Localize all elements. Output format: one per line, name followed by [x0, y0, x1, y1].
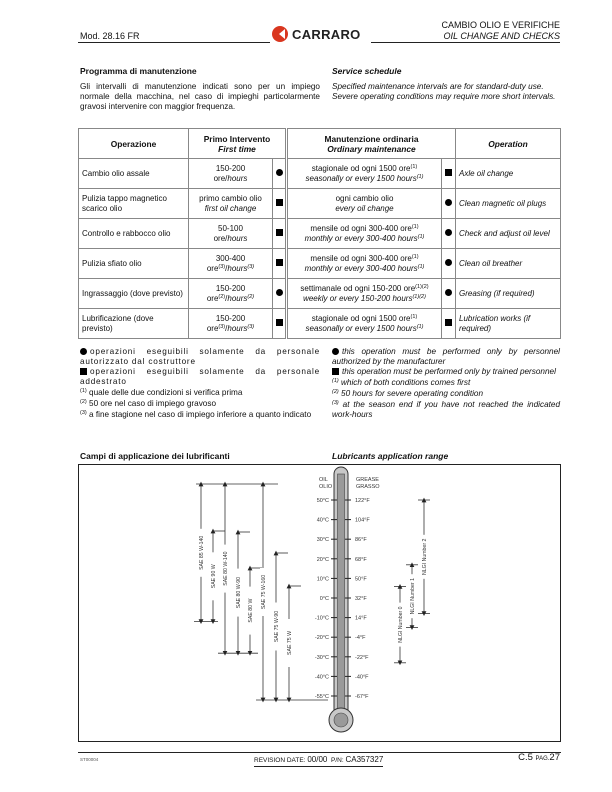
circle-icon	[276, 289, 283, 296]
svg-text:SAE 90 W: SAE 90 W	[211, 564, 217, 589]
ordinary-symbol	[442, 189, 456, 219]
operation-it: Lubrificazione (dove previsto)	[79, 309, 189, 339]
circle-icon	[445, 289, 452, 296]
circle-icon	[445, 199, 452, 206]
ordinary-symbol	[442, 279, 456, 309]
operation-it: Ingrassaggio (dove previsto)	[79, 279, 189, 309]
note-1-it: $^{(1)}$ quale delle due condizioni si verifica prima	[80, 388, 243, 397]
first-time: 150-200 ore$^{(2)}$/hours$^{(2)}$	[189, 279, 273, 309]
svg-text:-55°C: -55°C	[314, 694, 329, 700]
operation-en: Clean oil breather	[456, 249, 561, 279]
page-number: C.5 PAG.27	[518, 752, 560, 763]
note-1-en: $^{(1)}$ which of both conditions comes first	[332, 378, 471, 387]
table-row	[79, 189, 561, 219]
section-heading-en: Service schedule	[332, 66, 402, 76]
ordinary-symbol	[442, 309, 456, 339]
first-time-symbol	[273, 219, 287, 249]
svg-text:68°F: 68°F	[355, 556, 367, 563]
intro-text-en-1: Specified maintenance intervals are for standard-duty use.	[332, 82, 544, 91]
intro-text-en-2: Severe operating conditions may require more short intervals.	[332, 92, 556, 101]
svg-text:SAE 75 W: SAE 75 W	[287, 631, 293, 655]
note-square-en: this operation must be performed only by trained personnel	[332, 367, 560, 377]
table-row	[79, 309, 561, 339]
first-time-symbol	[273, 309, 287, 339]
svg-text:40°C: 40°C	[316, 517, 329, 524]
svg-text:GREASE: GREASE	[356, 477, 379, 483]
operation-it: Controllo e rabbocco olio	[79, 219, 189, 249]
svg-text:50°C: 50°C	[316, 498, 329, 504]
notes-it	[80, 347, 320, 420]
operation-en: Clean magnetic oil plugs	[456, 189, 561, 219]
page-title	[441, 20, 560, 42]
svg-text:86°F: 86°F	[355, 537, 367, 544]
svg-text:NLGI Number 1: NLGI Number 1	[410, 578, 416, 615]
square-icon	[276, 199, 283, 206]
svg-text:SAE 85 W-140: SAE 85 W-140	[199, 535, 205, 570]
svg-text:-10°C: -10°C	[314, 615, 329, 622]
operation-en: Lubrication works (if required)	[456, 309, 561, 339]
square-icon	[80, 368, 87, 375]
circle-icon	[445, 259, 452, 266]
model-code: Mod. 28.16 FR	[80, 31, 140, 41]
svg-text:32°F: 32°F	[355, 596, 367, 602]
intro-it	[80, 66, 320, 112]
brand-name: CARRARO	[292, 26, 361, 42]
table-row	[79, 279, 561, 309]
svg-text:14°F: 14°F	[355, 615, 367, 622]
header-rule-right	[371, 42, 560, 43]
operation-it: Pulizia sfiato olio	[79, 249, 189, 279]
svg-text:-67°F: -67°F	[355, 694, 369, 700]
svg-text:50°F: 50°F	[355, 576, 367, 583]
intro-text-it: Gli intervalli di manutenzione indicati sono per un impiego normale della macchina, nel caso di impieghi particolarmente gravosi intervenire con maggior frequenza.	[80, 82, 320, 111]
table-row	[79, 219, 561, 249]
svg-text:20°C: 20°C	[316, 556, 329, 563]
operation-it: Pulizia tappo magnetico scarico olio	[79, 189, 189, 219]
svg-text:30°C: 30°C	[316, 537, 329, 544]
square-icon	[276, 319, 283, 326]
ordinary-maintenance: settimanale od ogni 150-200 ore$^{(1)(2)}$ weekly or every 150-200 hours$^{(1)(2)}$	[287, 279, 442, 309]
svg-text:GRASSO: GRASSO	[356, 484, 380, 490]
svg-text:0°C: 0°C	[319, 596, 329, 602]
square-icon	[445, 169, 452, 176]
thermometer-icon	[329, 467, 353, 732]
lubricants-heading-it: Campi di applicazione dei lubrificanti	[80, 451, 230, 461]
first-time: 50-100 ore/hours	[189, 219, 273, 249]
lubricants-heading-en: Lubricants application range	[332, 451, 449, 461]
note-circle-en: this operation must be performed only by personnel authorized by the manufacturer	[332, 347, 560, 366]
first-time: 150-200 ore/hours	[189, 159, 273, 189]
svg-text:OIL: OIL	[319, 477, 328, 483]
svg-text:SAE 80 W-140: SAE 80 W-140	[223, 551, 229, 586]
ordinary-maintenance: stagionale od ogni 1500 ore$^{(1)}$ seasonally or every 1500 hours$^{(1)}$	[287, 309, 442, 339]
first-time: 150-200 ore$^{(3)}$/hours$^{(3)}$	[189, 309, 273, 339]
carraro-logo-icon	[272, 26, 288, 42]
svg-text:10°C: 10°C	[316, 576, 329, 583]
svg-text:104°F: 104°F	[355, 517, 370, 524]
first-time: primo cambio olio first oil change	[189, 189, 273, 219]
square-icon	[276, 259, 283, 266]
footer-rule	[78, 752, 561, 753]
svg-text:-40°C: -40°C	[314, 674, 329, 681]
col-first-time: Primo Intervento First time	[189, 129, 287, 159]
lubricants-range-diagram	[78, 464, 561, 742]
note-3-en: $^{(3)}$ at the season end if you have not reached the indicated work-hours	[332, 400, 560, 419]
square-icon	[332, 368, 339, 375]
svg-text:-40°F: -40°F	[355, 674, 369, 681]
service-schedule-table	[78, 128, 561, 339]
page-title-it: CAMBIO OLIO E VERIFICHE	[441, 20, 560, 30]
ordinary-maintenance: mensile od ogni 300-400 ore$^{(1)}$ monthly or every 300-400 hours$^{(1)}$	[287, 219, 442, 249]
svg-text:OLIO: OLIO	[319, 484, 333, 490]
col-operation-en: Operation	[456, 129, 561, 159]
svg-text:SAE 75 W-160: SAE 75 W-160	[261, 574, 267, 610]
table-row	[79, 249, 561, 279]
operation-it: Cambio olio assale	[79, 159, 189, 189]
table-header-row	[79, 129, 561, 159]
page-title-en: OIL CHANGE AND CHECKS	[443, 31, 560, 41]
svg-text:-4°F: -4°F	[355, 635, 366, 642]
square-icon	[276, 229, 283, 236]
operation-en: Check and adjust oil level	[456, 219, 561, 249]
first-time-symbol	[273, 279, 287, 309]
note-2-en: $^{(2)}$ 50 hours for severe operating condition	[332, 389, 484, 398]
first-time-symbol	[273, 159, 287, 189]
table-row	[79, 159, 561, 189]
note-2-it: $^{(2)}$ 50 ore nel caso di impiego gravoso	[80, 399, 216, 408]
svg-text:SAE 80 W-90: SAE 80 W-90	[236, 576, 242, 609]
intro-en	[332, 66, 560, 102]
svg-text:-20°C: -20°C	[314, 635, 329, 642]
first-time-symbol	[273, 189, 287, 219]
circle-icon	[445, 229, 452, 236]
first-time-symbol	[273, 249, 287, 279]
brand-logo	[272, 23, 372, 45]
note-square-it: operazioni eseguibili solamente da personale addestrato	[80, 367, 320, 386]
col-ordinary: Manutenzione ordinaria Ordinary maintenance	[287, 129, 456, 159]
notes-en	[332, 347, 560, 420]
operation-en: Axle oil change	[456, 159, 561, 189]
ordinary-symbol	[442, 249, 456, 279]
svg-text:-22°F: -22°F	[355, 654, 369, 661]
square-icon	[445, 319, 452, 326]
svg-text:122°F: 122°F	[355, 498, 370, 504]
ordinary-maintenance: stagionale od ogni 1500 ore$^{(1)}$ seasonally or every 1500 hours$^{(1)}$	[287, 159, 442, 189]
col-operation-it: Operazione	[79, 129, 189, 159]
svg-text:-30°C: -30°C	[314, 654, 329, 661]
revision-info: REVISION DATE: 00/00 P/N: CA357327	[254, 755, 383, 767]
ordinary-symbol	[442, 159, 456, 189]
svg-text:SAE 75 W-90: SAE 75 W-90	[274, 610, 280, 643]
svg-text:NLGI Number 2: NLGI Number 2	[422, 538, 428, 575]
operation-en: Greasing (if required)	[456, 279, 561, 309]
note-3-it: $^{(3)}$ a fine stagione nel caso di impiego inferiore a quanto indicato	[80, 410, 312, 419]
circle-icon	[80, 348, 87, 355]
ordinary-symbol	[442, 219, 456, 249]
first-time: 300-400 ore$^{(3)}$/hours$^{(3)}$	[189, 249, 273, 279]
ordinary-maintenance: ogni cambio olio every oil change	[287, 189, 442, 219]
section-heading-it: Programma di manutenzione	[80, 66, 197, 76]
circle-icon	[332, 348, 339, 355]
circle-icon	[276, 169, 283, 176]
ordinary-maintenance: mensile od ogni 300-400 ore$^{(1)}$ monthly or every 300-400 hours$^{(1)}$	[287, 249, 442, 279]
header-rule-left	[78, 42, 270, 43]
svg-text:NLGI Number 0: NLGI Number 0	[398, 606, 404, 643]
svg-text:SAE 80 W: SAE 80 W	[248, 598, 254, 623]
note-circle-it: operazioni eseguibili solamente da personale autorizzato dal costruttore	[80, 347, 320, 366]
doc-code: ST00004	[80, 757, 99, 762]
